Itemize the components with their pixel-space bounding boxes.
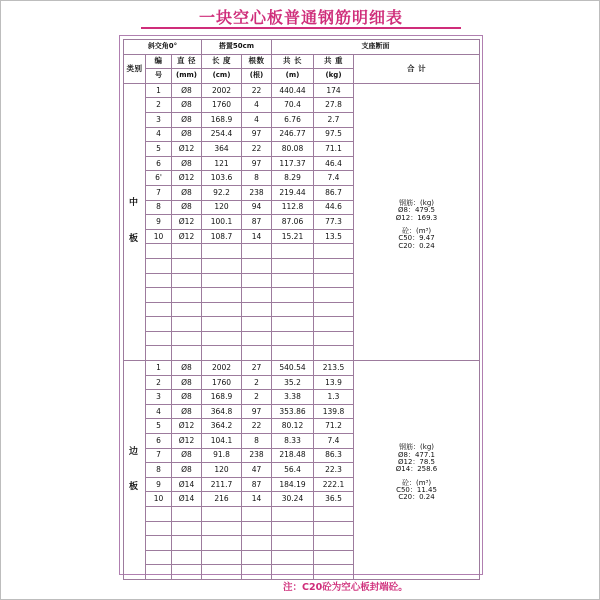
cell-length: 103.6 xyxy=(202,171,242,186)
cell-total-weight: 1.3 xyxy=(314,390,354,405)
cell-empty xyxy=(146,507,172,522)
cell-empty xyxy=(314,258,354,273)
cell-empty xyxy=(146,273,172,288)
col-header-category: 类别 xyxy=(124,54,146,83)
cell-number: 6 xyxy=(146,434,172,449)
cell-count: 2 xyxy=(242,375,272,390)
cell-number: 6' xyxy=(146,171,172,186)
cell-number: 1 xyxy=(146,361,172,376)
cell-total-length: 112.8 xyxy=(272,200,314,215)
cell-empty xyxy=(272,536,314,551)
cell-total-length: 6.76 xyxy=(272,112,314,127)
cell-empty xyxy=(272,244,314,259)
cell-total-length: 117.37 xyxy=(272,156,314,171)
summary-steel-title: 钢筋：(kg) xyxy=(399,198,434,207)
cell-diameter: Ø8 xyxy=(172,185,202,200)
cell-empty xyxy=(314,521,354,536)
cell-total-length: 70.4 xyxy=(272,98,314,113)
cell-number: 2 xyxy=(146,375,172,390)
cell-total-weight: 27.8 xyxy=(314,98,354,113)
cell-total-weight: 44.6 xyxy=(314,200,354,215)
table-row xyxy=(124,361,480,376)
cell-diameter: Ø8 xyxy=(172,361,202,376)
summary-steel-item: Ø12：78.5 xyxy=(398,458,436,466)
cell-empty xyxy=(314,507,354,522)
cell-empty xyxy=(202,331,242,346)
cell-diameter: Ø8 xyxy=(172,83,202,98)
cell-length: 168.9 xyxy=(202,112,242,127)
cell-empty xyxy=(314,550,354,565)
cell-count: 97 xyxy=(242,404,272,419)
cell-empty xyxy=(314,317,354,332)
cell-empty xyxy=(242,507,272,522)
cell-number: 2 xyxy=(146,98,172,113)
col-header-count-top: 根数 xyxy=(242,54,272,69)
cell-empty xyxy=(172,302,202,317)
cell-number: 10 xyxy=(146,492,172,507)
cell-empty xyxy=(202,507,242,522)
cell-length: 211.7 xyxy=(202,477,242,492)
cell-count: 97 xyxy=(242,156,272,171)
cell-total-weight: 86.7 xyxy=(314,185,354,200)
summary-concrete-item: C20：0.24 xyxy=(398,241,435,250)
cell-total-weight: 2.7 xyxy=(314,112,354,127)
cell-empty xyxy=(314,565,354,580)
cell-length: 2002 xyxy=(202,361,242,376)
summary-concrete-item: C50：11.45 xyxy=(396,486,437,495)
cell-empty xyxy=(272,273,314,288)
cell-total-weight: 13.5 xyxy=(314,229,354,244)
cell-empty xyxy=(314,273,354,288)
title-underline xyxy=(141,27,461,29)
cell-empty xyxy=(272,346,314,361)
cell-empty xyxy=(202,536,242,551)
cell-empty xyxy=(146,288,172,303)
cell-total-length: 80.08 xyxy=(272,142,314,157)
cell-length: 120 xyxy=(202,200,242,215)
cell-count: 4 xyxy=(242,98,272,113)
cell-count: 87 xyxy=(242,477,272,492)
cell-diameter: Ø8 xyxy=(172,404,202,419)
cell-total-length: 353.86 xyxy=(272,404,314,419)
cell-empty xyxy=(202,302,242,317)
cell-count: 14 xyxy=(242,492,272,507)
cell-empty xyxy=(202,346,242,361)
cell-total-length: 218.48 xyxy=(272,448,314,463)
cell-diameter: Ø12 xyxy=(172,215,202,230)
cell-empty xyxy=(146,302,172,317)
summary-steel-item: Ø12：169.3 xyxy=(395,213,438,222)
cell-total-weight: 71.1 xyxy=(314,142,354,157)
cell-number: 9 xyxy=(146,215,172,230)
cell-diameter: Ø12 xyxy=(172,142,202,157)
cell-count: 238 xyxy=(242,185,272,200)
cell-diameter: Ø14 xyxy=(172,477,202,492)
cell-empty xyxy=(242,288,272,303)
table-header-row-1 xyxy=(124,54,480,69)
cell-empty xyxy=(272,550,314,565)
cell-empty xyxy=(272,331,314,346)
cell-length: 100.1 xyxy=(202,215,242,230)
cell-number: 5 xyxy=(146,142,172,157)
cell-number: 4 xyxy=(146,127,172,142)
cell-total-length: 3.38 xyxy=(272,390,314,405)
cell-count: 14 xyxy=(242,229,272,244)
cell-diameter: Ø8 xyxy=(172,112,202,127)
cell-empty xyxy=(314,302,354,317)
cell-length: 120 xyxy=(202,463,242,478)
cell-empty xyxy=(272,288,314,303)
summary-steel-title: 钢筋：(kg) xyxy=(399,443,434,452)
summary-cell-0 xyxy=(354,83,480,360)
cell-empty xyxy=(242,521,272,536)
cell-empty xyxy=(172,507,202,522)
col-header-total-length-top: 共 长 xyxy=(272,54,314,69)
col-header-diameter-top: 直 径 xyxy=(172,54,202,69)
cell-total-length: 56.4 xyxy=(272,463,314,478)
cell-total-length: 8.33 xyxy=(272,434,314,449)
cell-empty xyxy=(146,258,172,273)
cell-number: 8 xyxy=(146,463,172,478)
banner-right: 支座断面 xyxy=(272,40,480,55)
cell-diameter: Ø8 xyxy=(172,98,202,113)
cell-count: 22 xyxy=(242,142,272,157)
summary-steel-item: Ø8：477.1 xyxy=(398,450,436,459)
cell-total-length: 30.24 xyxy=(272,492,314,507)
cell-diameter: Ø8 xyxy=(172,127,202,142)
cell-number: 5 xyxy=(146,419,172,434)
cell-empty xyxy=(146,331,172,346)
cell-empty xyxy=(242,346,272,361)
cell-count: 27 xyxy=(242,361,272,376)
cell-total-length: 80.12 xyxy=(272,419,314,434)
cell-empty xyxy=(172,536,202,551)
cell-total-weight: 86.3 xyxy=(314,448,354,463)
cell-empty xyxy=(172,565,202,580)
cell-total-length: 246.77 xyxy=(272,127,314,142)
cell-empty xyxy=(314,331,354,346)
cell-total-weight: 77.3 xyxy=(314,215,354,230)
cell-empty xyxy=(272,521,314,536)
cell-length: 1760 xyxy=(202,98,242,113)
cell-count: 4 xyxy=(242,112,272,127)
summary-concrete-item: C50：9.47 xyxy=(398,234,435,243)
cell-diameter: Ø12 xyxy=(172,434,202,449)
cell-count: 97 xyxy=(242,127,272,142)
cell-length: 121 xyxy=(202,156,242,171)
col-header-summary: 合 计 xyxy=(354,54,480,83)
summary-steel-item: Ø8：479.5 xyxy=(398,206,436,215)
cell-length: 108.7 xyxy=(202,229,242,244)
cell-diameter: Ø14 xyxy=(172,492,202,507)
cell-empty xyxy=(172,317,202,332)
cell-diameter: Ø8 xyxy=(172,200,202,215)
cell-empty xyxy=(172,273,202,288)
cell-empty xyxy=(202,317,242,332)
cell-empty xyxy=(272,317,314,332)
cell-total-length: 184.19 xyxy=(272,477,314,492)
cell-empty xyxy=(202,244,242,259)
cell-length: 216 xyxy=(202,492,242,507)
cell-diameter: Ø8 xyxy=(172,448,202,463)
cell-empty xyxy=(172,521,202,536)
rebar-schedule-table xyxy=(123,39,480,580)
cell-empty xyxy=(146,550,172,565)
cell-number: 8 xyxy=(146,200,172,215)
cell-length: 364.2 xyxy=(202,419,242,434)
cell-empty xyxy=(242,317,272,332)
cell-empty xyxy=(146,536,172,551)
cell-empty xyxy=(314,288,354,303)
row-category-1: 边 板 xyxy=(124,361,146,580)
cell-empty xyxy=(172,258,202,273)
cell-total-weight: 222.1 xyxy=(314,477,354,492)
cell-empty xyxy=(202,273,242,288)
summary-steel-item: Ø14：258.6 xyxy=(395,465,438,474)
cell-total-weight: 22.3 xyxy=(314,463,354,478)
col-header-length-top: 长 度 xyxy=(202,54,242,69)
table-banner-row xyxy=(124,40,480,55)
cell-empty xyxy=(172,244,202,259)
page-title: 一块空心板普通钢筋明细表 xyxy=(198,8,403,27)
col-header-count-unit: (根) xyxy=(242,69,272,84)
cell-total-weight: 7.4 xyxy=(314,171,354,186)
cell-empty xyxy=(202,258,242,273)
col-header-total-weight-unit: (kg) xyxy=(314,69,354,84)
col-header-total-weight-top: 共 重 xyxy=(314,54,354,69)
cell-empty xyxy=(202,550,242,565)
summary-concrete-title: 砼：(m³) xyxy=(401,478,432,487)
banner-middle: 搭置50cm xyxy=(202,40,272,55)
cell-empty xyxy=(314,536,354,551)
cell-total-length: 440.44 xyxy=(272,83,314,98)
summary-concrete-title: 砼：(m³) xyxy=(401,226,432,235)
cell-empty xyxy=(242,258,272,273)
cell-empty xyxy=(242,302,272,317)
cell-length: 168.9 xyxy=(202,390,242,405)
col-header-length-unit: (cm) xyxy=(202,69,242,84)
cell-total-weight: 71.2 xyxy=(314,419,354,434)
cell-empty xyxy=(172,331,202,346)
cell-length: 91.8 xyxy=(202,448,242,463)
cell-empty xyxy=(242,565,272,580)
cell-empty xyxy=(172,346,202,361)
cell-length: 92.2 xyxy=(202,185,242,200)
cell-empty xyxy=(242,244,272,259)
cell-count: 8 xyxy=(242,171,272,186)
cell-empty xyxy=(146,244,172,259)
cell-total-length: 15.21 xyxy=(272,229,314,244)
cell-empty xyxy=(242,536,272,551)
cell-total-length: 8.29 xyxy=(272,171,314,186)
cell-number: 6 xyxy=(146,156,172,171)
summary-cell-1 xyxy=(354,361,480,580)
cell-empty xyxy=(146,521,172,536)
cell-total-length: 219.44 xyxy=(272,185,314,200)
cell-diameter: Ø8 xyxy=(172,156,202,171)
cell-total-weight: 97.5 xyxy=(314,127,354,142)
cell-number: 4 xyxy=(146,404,172,419)
cell-count: 22 xyxy=(242,83,272,98)
cell-empty xyxy=(272,302,314,317)
cell-total-weight: 139.8 xyxy=(314,404,354,419)
cell-count: 94 xyxy=(242,200,272,215)
cell-count: 22 xyxy=(242,419,272,434)
cell-empty xyxy=(314,346,354,361)
summary-concrete-item: C20：0.24 xyxy=(398,493,435,502)
cell-total-weight: 174 xyxy=(314,83,354,98)
cell-empty xyxy=(314,244,354,259)
cell-total-weight: 36.5 xyxy=(314,492,354,507)
col-header-diameter-unit: (mm) xyxy=(172,69,202,84)
cell-empty xyxy=(242,273,272,288)
footer-note: 注：C20砼为空心板封端砼。 xyxy=(283,582,408,593)
cell-number: 7 xyxy=(146,448,172,463)
cell-empty xyxy=(272,258,314,273)
cell-diameter: Ø12 xyxy=(172,171,202,186)
cell-total-weight: 7.4 xyxy=(314,434,354,449)
cell-length: 104.1 xyxy=(202,434,242,449)
cell-empty xyxy=(202,521,242,536)
cell-total-weight: 13.9 xyxy=(314,375,354,390)
cell-number: 3 xyxy=(146,112,172,127)
cell-count: 87 xyxy=(242,215,272,230)
cell-empty xyxy=(146,346,172,361)
cell-diameter: Ø8 xyxy=(172,390,202,405)
cell-length: 2002 xyxy=(202,83,242,98)
cell-empty xyxy=(272,565,314,580)
cell-length: 364.8 xyxy=(202,404,242,419)
cell-length: 254.4 xyxy=(202,127,242,142)
cell-length: 364 xyxy=(202,142,242,157)
table-row xyxy=(124,83,480,98)
cell-diameter: Ø8 xyxy=(172,463,202,478)
cell-empty xyxy=(242,331,272,346)
cell-number: 10 xyxy=(146,229,172,244)
row-category-0: 中 板 xyxy=(124,83,146,360)
cell-total-weight: 213.5 xyxy=(314,361,354,376)
cell-count: 47 xyxy=(242,463,272,478)
cell-empty xyxy=(272,507,314,522)
cell-length: 1760 xyxy=(202,375,242,390)
col-header-number-unit: 号 xyxy=(146,69,172,84)
cell-count: 2 xyxy=(242,390,272,405)
cell-total-length: 540.54 xyxy=(272,361,314,376)
banner-left: 斜交角0° xyxy=(124,40,202,55)
col-header-number-top: 编 xyxy=(146,54,172,69)
cell-total-length: 35.2 xyxy=(272,375,314,390)
cell-total-weight: 46.4 xyxy=(314,156,354,171)
cell-number: 3 xyxy=(146,390,172,405)
cell-empty xyxy=(146,565,172,580)
cell-number: 9 xyxy=(146,477,172,492)
cell-count: 238 xyxy=(242,448,272,463)
cell-number: 7 xyxy=(146,185,172,200)
col-header-total-length-unit: (m) xyxy=(272,69,314,84)
cell-diameter: Ø12 xyxy=(172,419,202,434)
cell-empty xyxy=(202,288,242,303)
cell-empty xyxy=(146,317,172,332)
cell-empty xyxy=(242,550,272,565)
cell-number: 1 xyxy=(146,83,172,98)
cell-empty xyxy=(172,288,202,303)
cell-count: 8 xyxy=(242,434,272,449)
cell-total-length: 87.06 xyxy=(272,215,314,230)
cell-diameter: Ø12 xyxy=(172,229,202,244)
cell-empty xyxy=(172,550,202,565)
cell-diameter: Ø8 xyxy=(172,375,202,390)
cell-empty xyxy=(202,565,242,580)
